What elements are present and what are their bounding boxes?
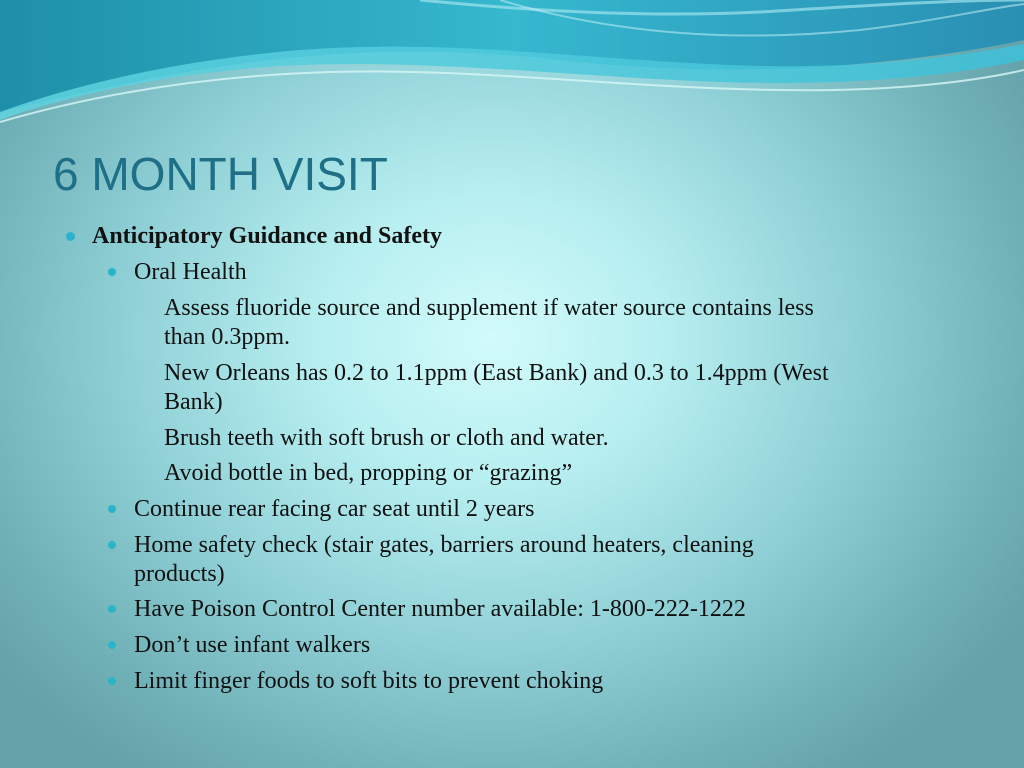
detail-line: New Orleans has 0.2 to 1.1ppm (East Bank) and 0.3 to 1.4ppm (West [164,360,829,386]
bullet-dot [108,541,116,549]
list-item: Don’t use infant walkers [134,632,371,658]
detail-line: than 0.3ppm. [164,324,290,350]
bullet-dot [108,268,116,276]
slide-title: 6 MONTH VISIT [53,148,388,200]
bullet-dot [66,232,75,241]
bullet-dot [108,505,116,513]
bullet-dot [108,677,116,685]
detail-line: Bank) [164,389,223,415]
list-item: Continue rear facing car seat until 2 years [134,496,535,522]
list-item: Have Poison Control Center number available: 1-800-222-1222 [134,596,746,622]
list-item: Limit finger foods to soft bits to prevent choking [134,668,604,694]
list-item-oral-health: Oral Health [134,259,247,285]
detail-line: Assess fluoride source and supplement if water source contains less [164,295,814,321]
detail-line: Brush teeth with soft brush or cloth and water. [164,425,609,451]
bullet-dot [108,641,116,649]
section-heading: Anticipatory Guidance and Safety [92,223,443,249]
detail-line: Avoid bottle in bed, propping or “grazing” [164,460,573,486]
bullet-dot [108,605,116,613]
list-item: Home safety check (stair gates, barriers around heaters, cleaning [134,532,754,558]
list-item-continuation: products) [134,561,225,587]
